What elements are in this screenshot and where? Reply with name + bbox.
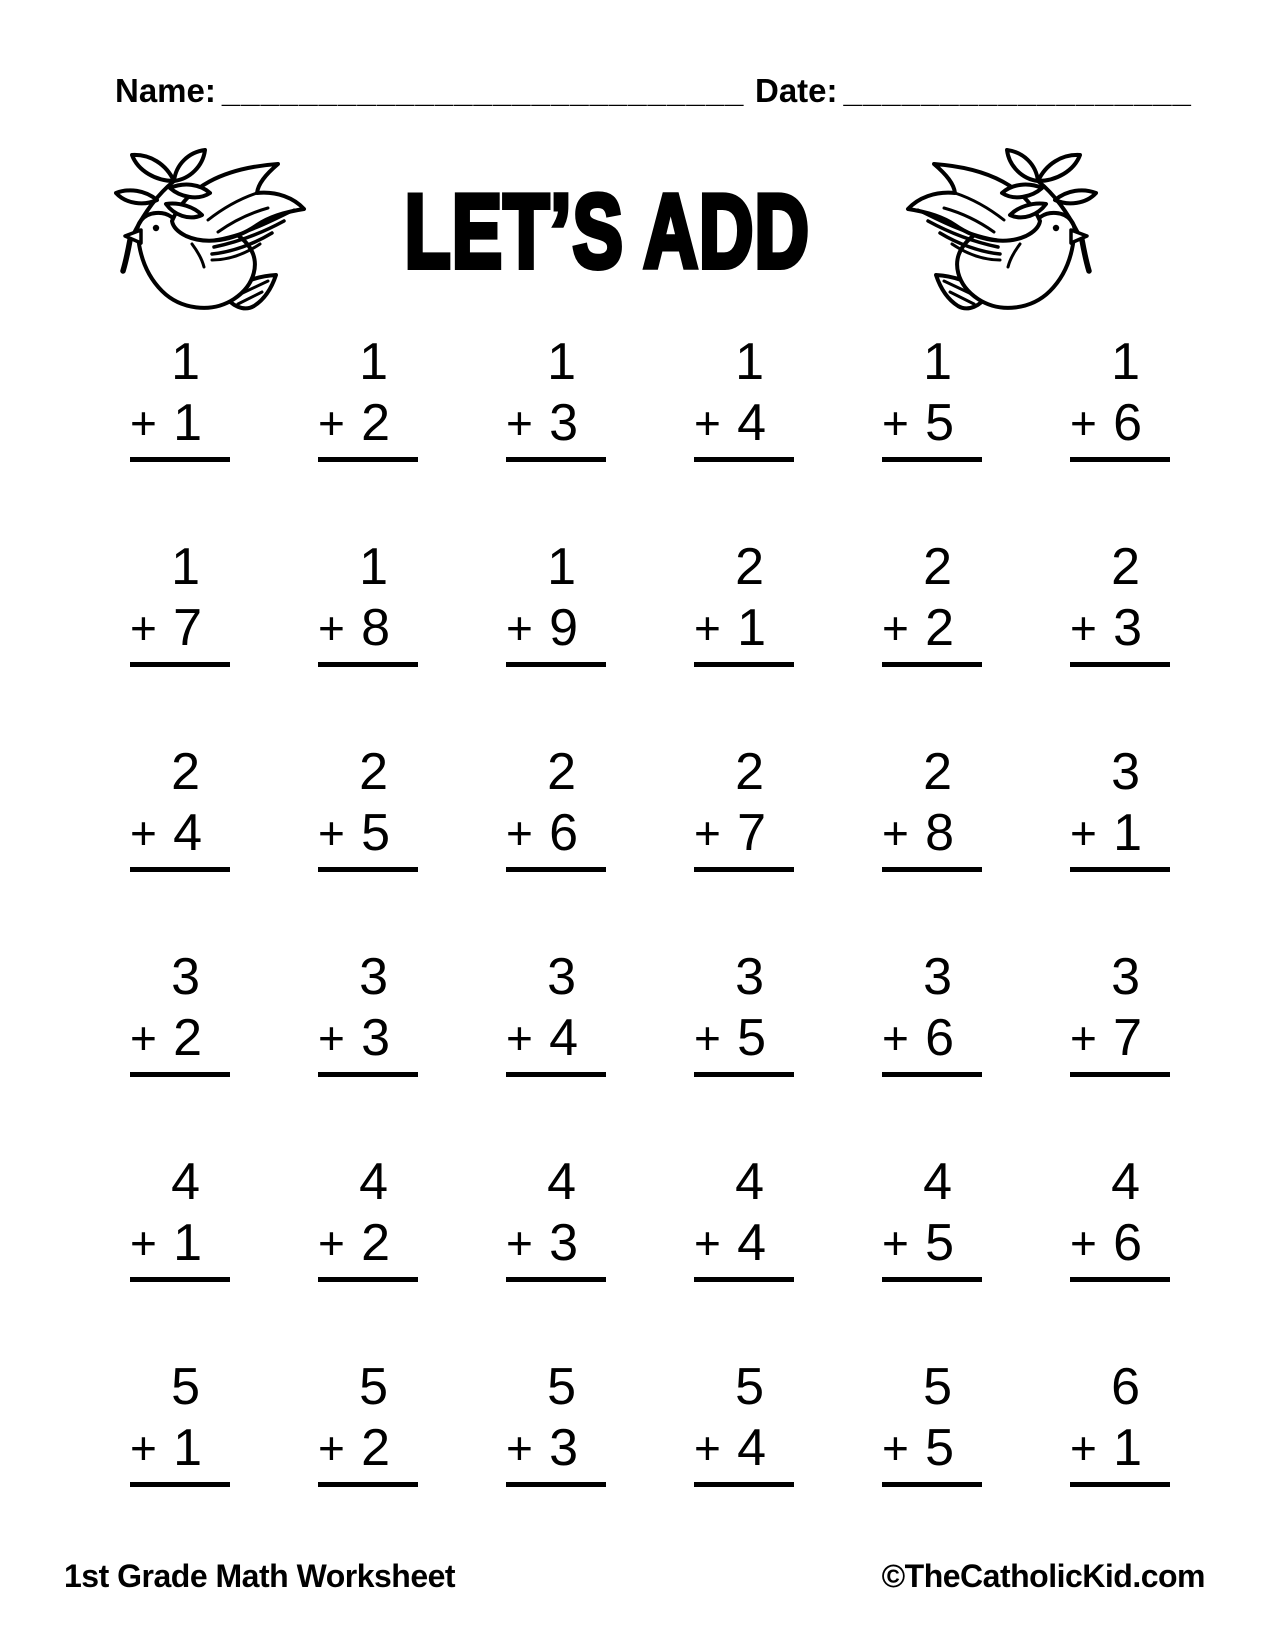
- plus-operator: +: [694, 1012, 721, 1064]
- bottom-operand: 5: [361, 804, 390, 862]
- top-operand: 1: [547, 333, 576, 391]
- addition-problem: [882, 1282, 982, 1487]
- operator-operand-row: [318, 806, 418, 860]
- top-operand: 1: [1111, 333, 1140, 391]
- operator-operand-row: [318, 396, 418, 450]
- bottom-operand: 2: [361, 1214, 390, 1272]
- operator-operand-row: [318, 1011, 418, 1065]
- bottom-operand: 1: [1113, 804, 1142, 862]
- bottom-operand: 4: [173, 804, 202, 862]
- operator-operand-row: [318, 1421, 418, 1475]
- bottom-operand: 3: [549, 394, 578, 452]
- plus-operator: +: [882, 602, 909, 654]
- addition-problem: [506, 257, 606, 462]
- bottom-operand: 3: [1113, 599, 1142, 657]
- plus-operator: +: [506, 602, 533, 654]
- plus-operator: +: [130, 1217, 157, 1269]
- plus-operator: +: [694, 1217, 721, 1269]
- operator-operand-row: [882, 601, 982, 655]
- operator-operand-row: [506, 1011, 606, 1065]
- date-label: Date:: [755, 72, 838, 109]
- addition-problem: [130, 257, 230, 462]
- operator-operand-row: [882, 1421, 982, 1475]
- plus-operator: +: [1070, 602, 1097, 654]
- bottom-operand: 3: [549, 1214, 578, 1272]
- plus-operator: +: [130, 602, 157, 654]
- plus-operator: +: [694, 602, 721, 654]
- addition-problem: [882, 872, 982, 1077]
- bottom-operand: 5: [925, 1214, 954, 1272]
- operator-operand-row: [694, 601, 794, 655]
- top-operand: 4: [171, 1153, 200, 1211]
- operator-operand-row: [882, 1011, 982, 1065]
- answer-line[interactable]: [694, 1482, 794, 1487]
- operator-operand-row: [130, 601, 230, 655]
- plus-operator: +: [1070, 1012, 1097, 1064]
- plus-operator: +: [1070, 1422, 1097, 1474]
- answer-line[interactable]: [1070, 1482, 1170, 1487]
- top-operand: 5: [547, 1358, 576, 1416]
- addition-problem: [130, 462, 230, 667]
- operator-operand-row: [1070, 601, 1170, 655]
- top-operand: 1: [923, 333, 952, 391]
- plus-operator: +: [1070, 1217, 1097, 1269]
- operator-operand-row: [1070, 1216, 1170, 1270]
- operator-operand-row: [130, 1216, 230, 1270]
- top-operand: 1: [735, 333, 764, 391]
- footer-worksheet-label: 1st Grade Math Worksheet: [64, 1558, 456, 1594]
- addition-problem: [694, 1077, 794, 1282]
- bottom-operand: 2: [173, 1009, 202, 1067]
- bottom-operand: 8: [361, 599, 390, 657]
- plus-operator: +: [882, 807, 909, 859]
- addition-problem: [506, 1077, 606, 1282]
- bottom-operand: 7: [173, 599, 202, 657]
- footer-site-credit: ©TheCatholicKid.com: [881, 1558, 1205, 1594]
- bottom-operand: 4: [737, 1214, 766, 1272]
- plus-operator: +: [694, 397, 721, 449]
- date-line[interactable]: __________________: [843, 72, 1192, 109]
- plus-operator: +: [130, 397, 157, 449]
- addition-problem: [882, 1077, 982, 1282]
- top-operand: 3: [547, 948, 576, 1006]
- bottom-operand: 8: [925, 804, 954, 862]
- top-operand: 2: [735, 743, 764, 801]
- operator-operand-row: [694, 806, 794, 860]
- bottom-operand: 2: [361, 1419, 390, 1477]
- addition-problem: [130, 872, 230, 1077]
- top-operand: 1: [359, 538, 388, 596]
- bottom-operand: 1: [1113, 1419, 1142, 1477]
- operator-operand-row: [506, 806, 606, 860]
- top-operand: 3: [735, 948, 764, 1006]
- plus-operator: +: [318, 807, 345, 859]
- bottom-operand: 1: [173, 1214, 202, 1272]
- bottom-operand: 1: [737, 599, 766, 657]
- top-operand: 3: [1111, 743, 1140, 801]
- top-operand: 3: [171, 948, 200, 1006]
- addition-problem: [1070, 667, 1170, 872]
- addition-problem: [1070, 1077, 1170, 1282]
- operator-operand-row: [694, 1011, 794, 1065]
- addition-problem: [1070, 872, 1170, 1077]
- answer-line[interactable]: [882, 1482, 982, 1487]
- plus-operator: +: [506, 1217, 533, 1269]
- top-operand: 2: [923, 743, 952, 801]
- addition-problem: [318, 462, 418, 667]
- name-field: [115, 72, 744, 110]
- operator-operand-row: [694, 1216, 794, 1270]
- plus-operator: +: [882, 1012, 909, 1064]
- addition-problem: [506, 667, 606, 872]
- top-operand: 6: [1111, 1358, 1140, 1416]
- plus-operator: +: [318, 397, 345, 449]
- top-operand: 5: [735, 1358, 764, 1416]
- bottom-operand: 2: [361, 394, 390, 452]
- top-operand: 4: [1111, 1153, 1140, 1211]
- operator-operand-row: [882, 1216, 982, 1270]
- top-operand: 3: [923, 948, 952, 1006]
- addition-problem: [694, 462, 794, 667]
- addition-problem: [694, 1282, 794, 1487]
- plus-operator: +: [130, 807, 157, 859]
- top-operand: 2: [923, 538, 952, 596]
- addition-problem: [694, 872, 794, 1077]
- top-operand: 1: [171, 333, 200, 391]
- bottom-operand: 1: [173, 1419, 202, 1477]
- plus-operator: +: [694, 807, 721, 859]
- bottom-operand: 2: [925, 599, 954, 657]
- answer-line[interactable]: [318, 1482, 418, 1487]
- plus-operator: +: [318, 602, 345, 654]
- top-operand: 3: [1111, 948, 1140, 1006]
- addition-problem: [130, 1282, 230, 1487]
- addition-problem: [506, 872, 606, 1077]
- plus-operator: +: [1070, 397, 1097, 449]
- operator-operand-row: [1070, 806, 1170, 860]
- top-operand: 2: [735, 538, 764, 596]
- top-operand: 2: [1111, 538, 1140, 596]
- top-operand: 2: [547, 743, 576, 801]
- operator-operand-row: [1070, 1011, 1170, 1065]
- plus-operator: +: [506, 397, 533, 449]
- plus-operator: +: [882, 397, 909, 449]
- plus-operator: +: [130, 1422, 157, 1474]
- top-operand: 4: [547, 1153, 576, 1211]
- operator-operand-row: [506, 396, 606, 450]
- top-operand: 2: [359, 743, 388, 801]
- top-operand: 1: [171, 538, 200, 596]
- addition-problem: [882, 667, 982, 872]
- bottom-operand: 7: [1113, 1009, 1142, 1067]
- operator-operand-row: [130, 1421, 230, 1475]
- addition-problem: [1070, 462, 1170, 667]
- operator-operand-row: [130, 806, 230, 860]
- addition-problem: [694, 257, 794, 462]
- addition-problem: [318, 872, 418, 1077]
- addition-problem: [318, 1282, 418, 1487]
- addition-problem: [506, 462, 606, 667]
- date-field: [755, 72, 1192, 110]
- addition-problem: [506, 1282, 606, 1487]
- top-operand: 5: [359, 1358, 388, 1416]
- operator-operand-row: [694, 396, 794, 450]
- plus-operator: +: [1070, 807, 1097, 859]
- plus-operator: +: [318, 1217, 345, 1269]
- name-label: Name:: [115, 72, 216, 109]
- bottom-operand: 3: [361, 1009, 390, 1067]
- problems-grid: [130, 257, 1170, 1487]
- addition-problem: [882, 257, 982, 462]
- top-operand: 5: [171, 1358, 200, 1416]
- top-operand: 4: [359, 1153, 388, 1211]
- top-operand: 4: [923, 1153, 952, 1211]
- operator-operand-row: [318, 601, 418, 655]
- bottom-operand: 6: [1113, 1214, 1142, 1272]
- plus-operator: +: [318, 1422, 345, 1474]
- top-operand: 4: [735, 1153, 764, 1211]
- bottom-operand: 5: [737, 1009, 766, 1067]
- addition-problem: [694, 667, 794, 872]
- worksheet-title: LET’S ADD: [404, 174, 811, 290]
- plus-operator: +: [506, 807, 533, 859]
- bottom-operand: 9: [549, 599, 578, 657]
- addition-problem: [130, 1077, 230, 1282]
- operator-operand-row: [1070, 1421, 1170, 1475]
- bottom-operand: 5: [925, 394, 954, 452]
- addition-problem: [318, 1077, 418, 1282]
- bottom-operand: 3: [549, 1419, 578, 1477]
- addition-problem: [318, 667, 418, 872]
- top-operand: 1: [359, 333, 388, 391]
- operator-operand-row: [882, 396, 982, 450]
- top-operand: 5: [923, 1358, 952, 1416]
- operator-operand-row: [694, 1421, 794, 1475]
- addition-problem: [1070, 1282, 1170, 1487]
- addition-problem: [318, 257, 418, 462]
- plus-operator: +: [506, 1012, 533, 1064]
- plus-operator: +: [694, 1422, 721, 1474]
- operator-operand-row: [882, 806, 982, 860]
- bottom-operand: 4: [737, 1419, 766, 1477]
- operator-operand-row: [506, 1421, 606, 1475]
- answer-line[interactable]: [506, 1482, 606, 1487]
- addition-problem: [882, 462, 982, 667]
- bottom-operand: 5: [925, 1419, 954, 1477]
- bottom-operand: 4: [549, 1009, 578, 1067]
- addition-problem: [1070, 257, 1170, 462]
- addition-problem: [130, 667, 230, 872]
- plus-operator: +: [318, 1012, 345, 1064]
- bottom-operand: 4: [737, 394, 766, 452]
- plus-operator: +: [882, 1422, 909, 1474]
- bottom-operand: 6: [925, 1009, 954, 1067]
- answer-line[interactable]: [130, 1482, 230, 1487]
- operator-operand-row: [506, 1216, 606, 1270]
- plus-operator: +: [130, 1012, 157, 1064]
- operator-operand-row: [130, 396, 230, 450]
- operator-operand-row: [318, 1216, 418, 1270]
- plus-operator: +: [882, 1217, 909, 1269]
- plus-operator: +: [506, 1422, 533, 1474]
- name-line[interactable]: ___________________________: [221, 72, 745, 109]
- top-operand: 3: [359, 948, 388, 1006]
- operator-operand-row: [130, 1011, 230, 1065]
- top-operand: 1: [547, 538, 576, 596]
- bottom-operand: 6: [549, 804, 578, 862]
- bottom-operand: 1: [173, 394, 202, 452]
- top-operand: 2: [171, 743, 200, 801]
- bottom-operand: 6: [1113, 394, 1142, 452]
- operator-operand-row: [1070, 396, 1170, 450]
- operator-operand-row: [506, 601, 606, 655]
- bottom-operand: 7: [737, 804, 766, 862]
